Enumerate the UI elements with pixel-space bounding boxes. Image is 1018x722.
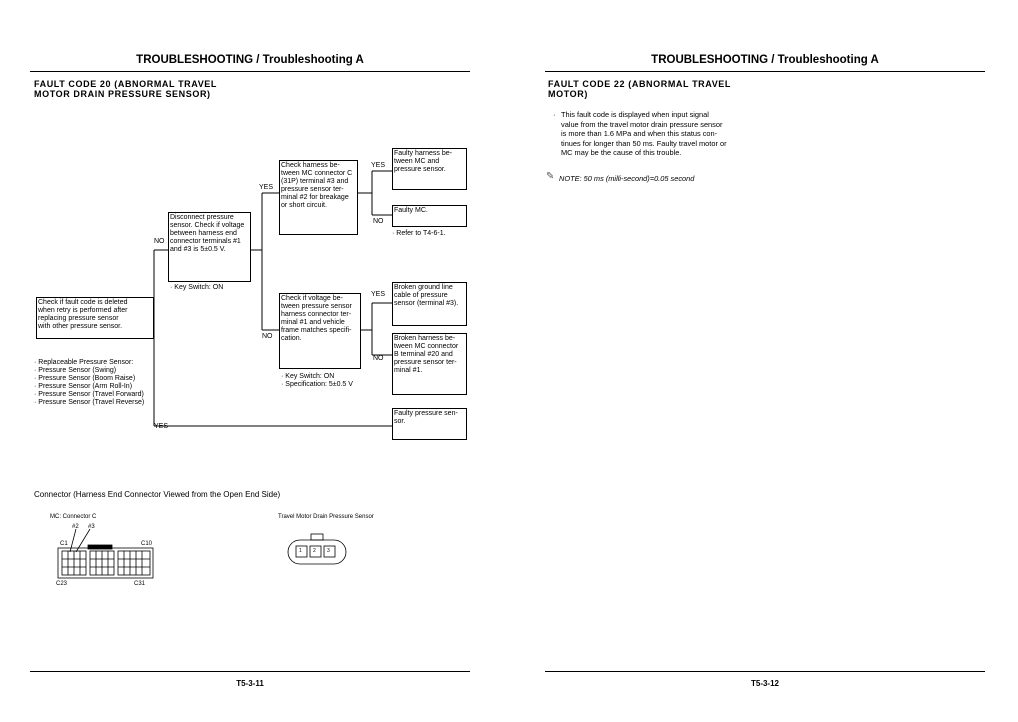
c31-label: C31: [134, 581, 146, 587]
sensor-pin-1: 1: [299, 548, 302, 554]
connector-caption: Connector (Harness End Connector Viewed from the Open End Side): [34, 490, 281, 499]
branch-label-yes: YES: [259, 184, 274, 191]
mc-connector-label: MC: Connector C: [50, 514, 97, 520]
left-page-header: TROUBLESHOOTING / Troubleshooting A: [136, 54, 364, 66]
branch-label-yes: YES: [371, 291, 386, 298]
footer-rule: [545, 671, 985, 672]
fault-description: This fault code is displayed when input signal value from the travel motor drain pressure sensor is more than 1.6 MPa and when this status con- tinues for longer than 50 ms. Faulty travel motor or MC may be the cause of this trouble.: [561, 110, 727, 157]
footer-rule: [30, 671, 470, 672]
result-faulty-harness: Faulty harness be- tween MC and pressure sensor.: [392, 148, 467, 190]
left-fault-title: FAULT CODE 20 (ABNORMAL TRAVEL MOTOR DRAIN PRESSURE SENSOR): [34, 79, 218, 99]
voltage-notes: · Key Switch: ON · Specification: 5±0.5 V: [281, 373, 353, 388]
branch-label-yes: YES: [371, 162, 386, 169]
pin-2-label: #2: [72, 524, 79, 530]
disconnect-note: · Key Switch: ON: [170, 284, 224, 291]
branch-label-no: NO: [373, 218, 384, 225]
right-page-number: T5-3-12: [750, 679, 779, 688]
check-harness-box: Check harness be- tween MC connector C (31P) terminal #3 and pressure sensor ter- minal #2 for breakage or short circuit.: [279, 160, 358, 235]
c10-label: C10: [141, 541, 153, 547]
start-check-box: Check if fault code is deleted when retry is performed after replacing pressure sensor with other pressure sensor.: [36, 297, 154, 339]
bullet-dot: ·: [553, 110, 556, 119]
branch-label-no: NO: [154, 238, 165, 245]
right-page-header: TROUBLESHOOTING / Troubleshooting A: [651, 54, 879, 66]
result-broken-harness: Broken harness be- tween MC connector B terminal #20 and pressure sensor ter- minal #1.: [392, 333, 467, 395]
sensor-label: Travel Motor Drain Pressure Sensor: [278, 514, 374, 520]
branch-label-no: NO: [373, 355, 384, 362]
disconnect-sensor-box: Disconnect pressure sensor. Check if voltage between harness end connector terminals #1 and #3 is 5±0.5 V.: [168, 212, 251, 282]
branch-label-yes: YES: [154, 423, 169, 430]
result-broken-ground: Broken ground line cable of pressure sensor (terminal #3).: [392, 282, 467, 326]
header-rule: [545, 71, 985, 72]
note-text: NOTE: 50 ms (milli-second)=0.05 second: [559, 174, 695, 183]
c23-label: C23: [56, 581, 68, 587]
result-faulty-mc: Faulty MC.: [392, 205, 467, 227]
result-faulty-sensor: Faulty pressure sen- sor.: [392, 408, 467, 440]
left-page-number: T5-3-11: [236, 679, 264, 688]
branch-label-no: NO: [262, 333, 273, 340]
sensor-pin-3: 3: [327, 548, 330, 554]
right-fault-title: FAULT CODE 22 (ABNORMAL TRAVEL MOTOR): [548, 79, 732, 99]
pencil-note-icon: ✎: [546, 171, 555, 182]
refer-note: · Refer to T4-6-1.: [392, 230, 446, 237]
c1-label: C1: [60, 541, 68, 547]
pin-3-label: #3: [88, 524, 95, 530]
check-voltage-box: Check if voltage be- tween pressure sensor harness connector ter- minal #1 and vehicle frame matches specifi- cation.: [279, 293, 361, 369]
replaceable-sensor-notes: · Replaceable Pressure Sensor: · Pressure Sensor (Swing) · Pressure Sensor (Boom Raise) · Pressure Sensor (Arm Roll-In) · Pressure Sensor (Travel Forward) · Pressure Sensor (Travel Reverse): [34, 359, 145, 406]
sensor-pin-2: 2: [313, 548, 316, 554]
